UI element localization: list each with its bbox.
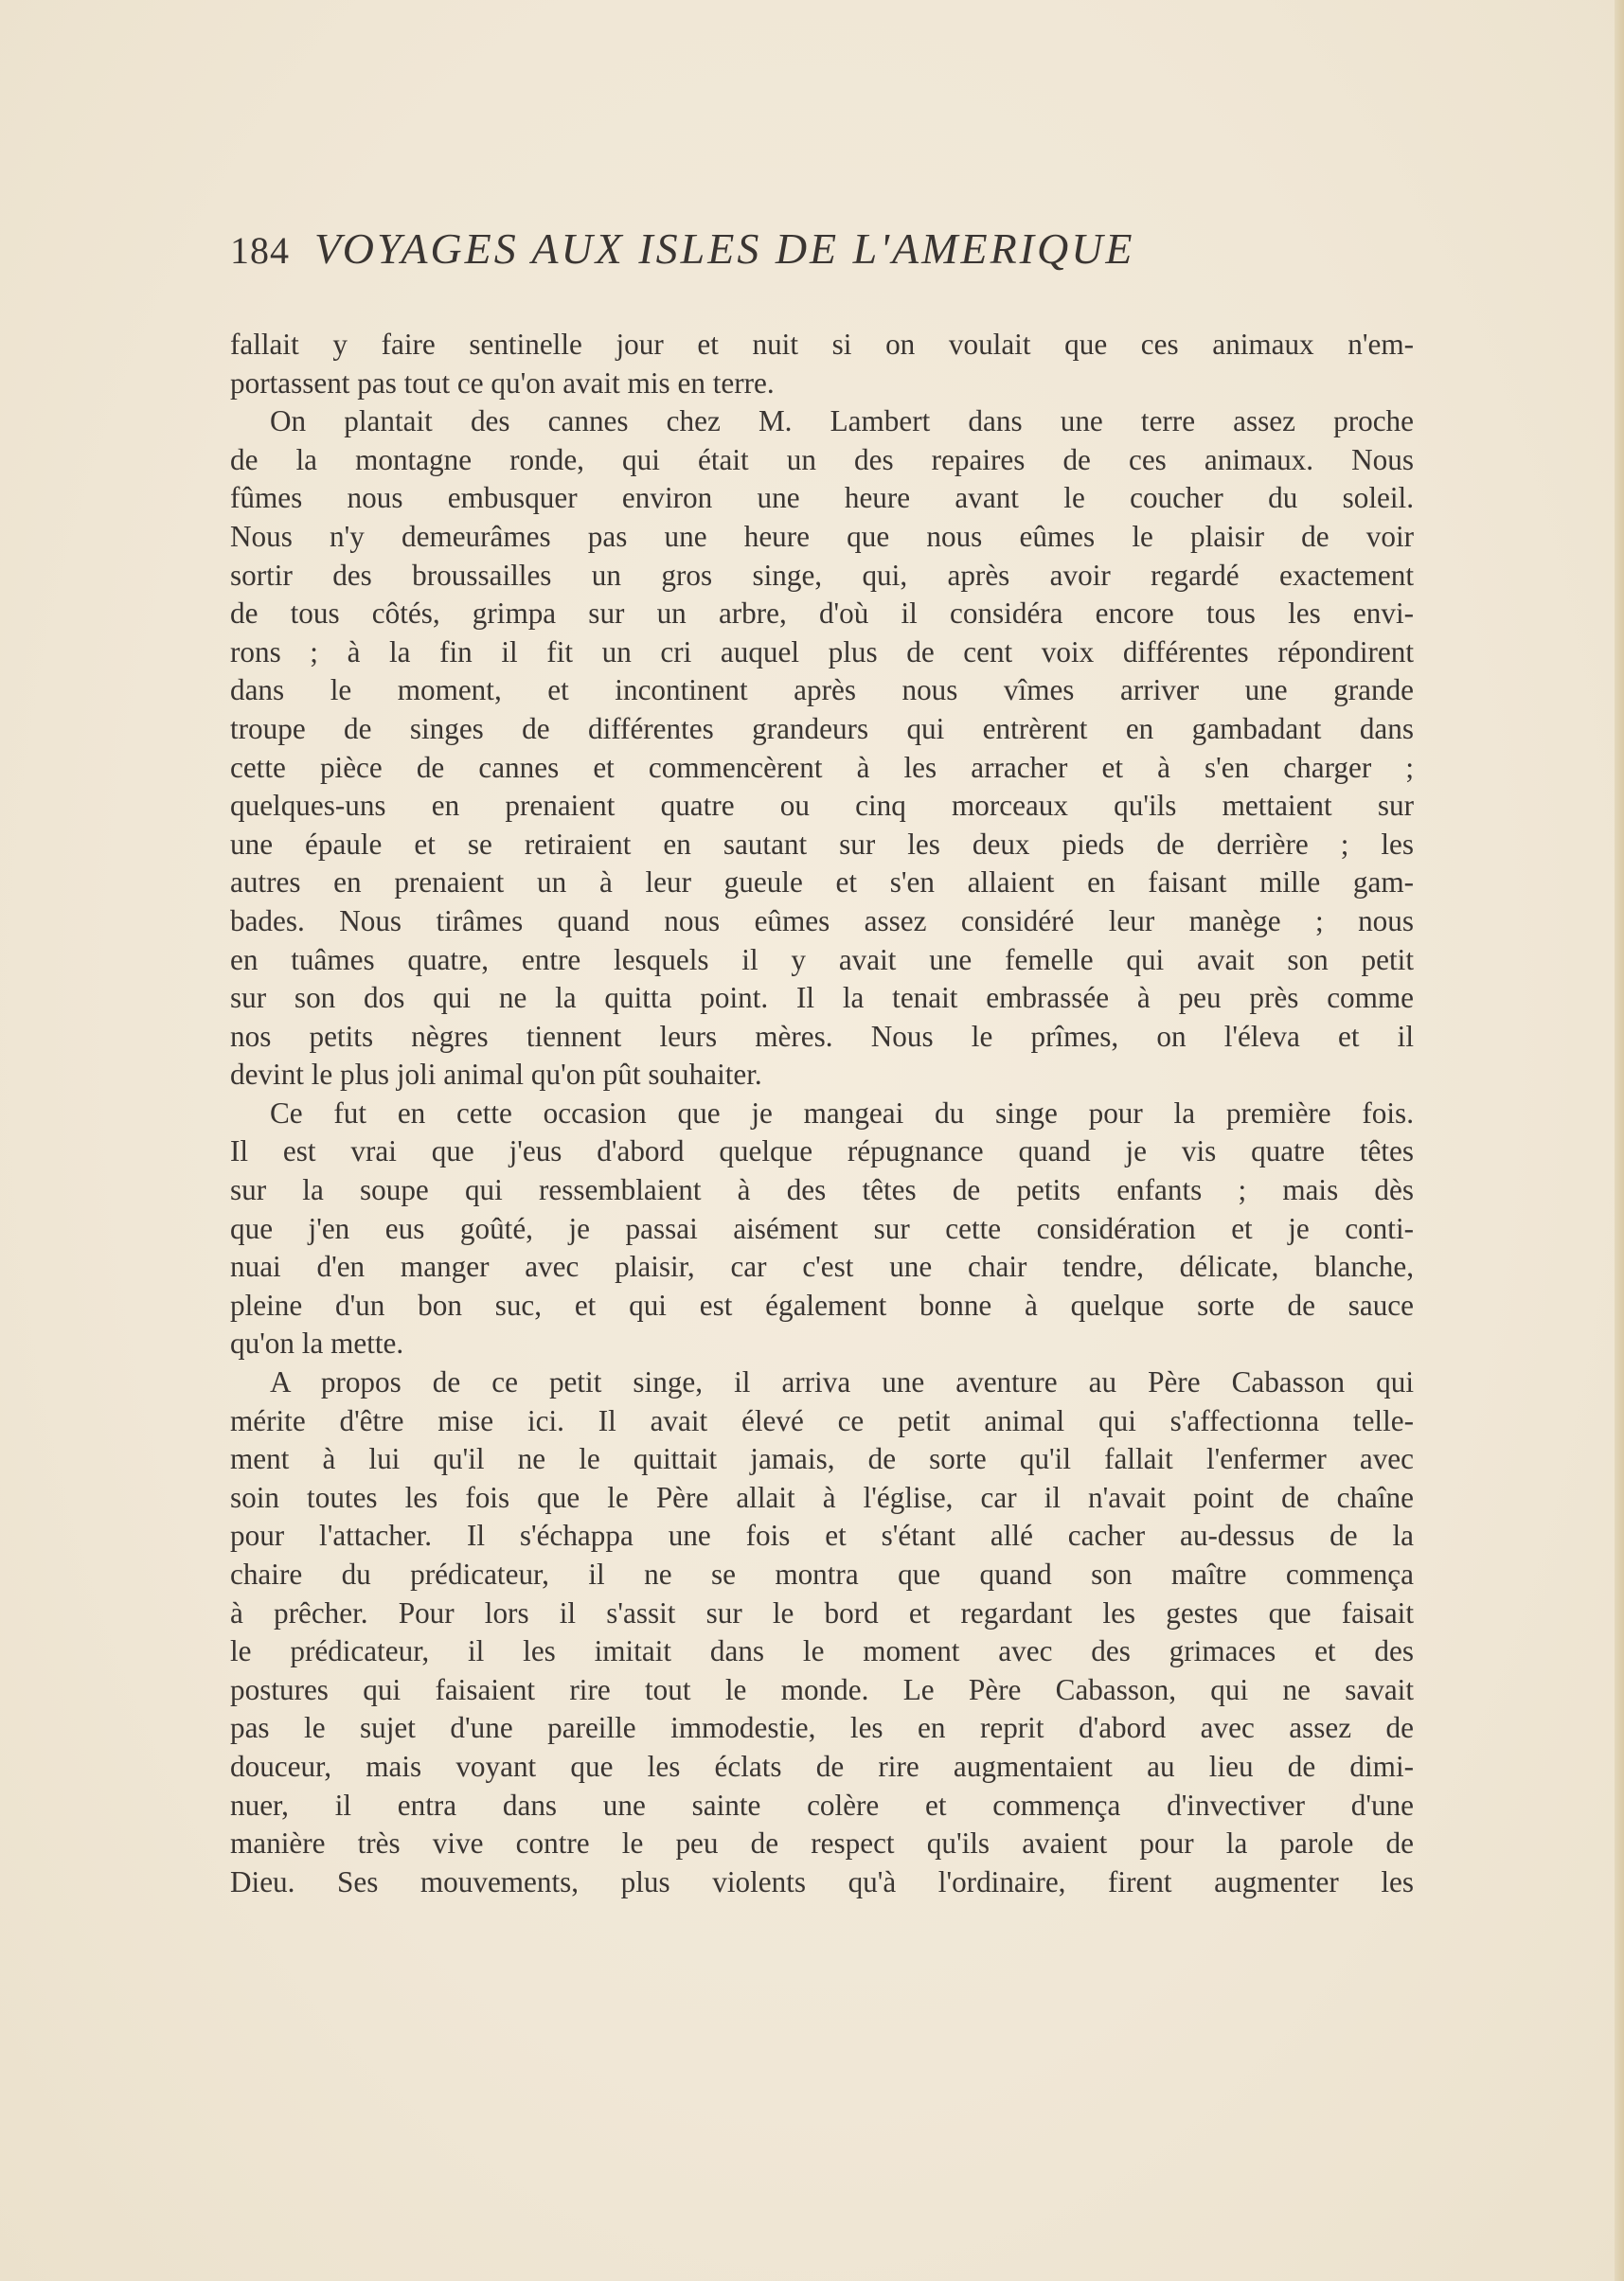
text-line: nos petits nègres tiennent leurs mères. Nous le prîmes, on l'éleva et il bbox=[230, 1019, 1414, 1053]
text-line: nuer, il entra dans une sainte colère et commença d'invectiver d'une bbox=[230, 1788, 1414, 1822]
text-line: Nous n'y demeurâmes pas une heure que nous eûmes le plaisir de voir bbox=[230, 519, 1414, 553]
text-line: soin toutes les fois que le Père allait à l'église, car il n'avait point de chaîne bbox=[230, 1480, 1414, 1514]
text-line: Il est vrai que j'eus d'abord quelque répugnance quand je vis quatre têtes bbox=[230, 1134, 1414, 1168]
text-line: A propos de ce petit singe, il arriva une aventure au Père Cabasson qui bbox=[270, 1365, 1414, 1399]
text-line: le prédicateur, il les imitait dans le moment avec des grimaces et des bbox=[230, 1634, 1414, 1668]
paragraph bbox=[230, 402, 1414, 1095]
text-line: pour l'attacher. Il s'échappa une fois et s'étant allé cacher au-dessus de la bbox=[230, 1519, 1414, 1553]
text-line: que j'en eus goûté, je passai aisément sur cette considération et je conti- bbox=[230, 1211, 1414, 1245]
text-line: qu'on la mette. bbox=[230, 1327, 404, 1361]
text-line: ment à lui qu'il ne le quittait jamais, de sorte qu'il fallait l'enfermer avec bbox=[230, 1442, 1414, 1476]
paragraph bbox=[230, 1363, 1414, 1901]
text-line: postures qui faisaient rire tout le monde. Le Père Cabasson, qui ne savait bbox=[230, 1672, 1414, 1706]
body-text bbox=[230, 326, 1414, 1901]
text-line: autres en prenaient un à leur gueule et s'en allaient en faisant mille gam- bbox=[230, 865, 1414, 900]
text-line: mérite d'être mise ici. Il avait élevé ce petit animal qui s'affectionna telle- bbox=[230, 1403, 1414, 1437]
running-title: VOYAGES AUX ISLES DE L'AMERIQUE bbox=[314, 224, 1135, 273]
page-header bbox=[230, 223, 1414, 290]
text-line: sur son dos qui ne la quitta point. Il la tenait embrassée à peu près comme bbox=[230, 981, 1414, 1015]
text-line: fûmes nous embusquer environ une heure avant le coucher du soleil. bbox=[230, 481, 1414, 515]
text-line: On plantait des cannes chez M. Lambert dans une terre assez proche bbox=[270, 404, 1414, 438]
text-line: pas le sujet d'une pareille immodestie, les en reprit d'abord avec assez de bbox=[230, 1711, 1414, 1745]
page-edge bbox=[1615, 0, 1624, 2281]
text-line: bades. Nous tirâmes quand nous eûmes assez considéré leur manège ; nous bbox=[230, 903, 1414, 937]
text-line: de la montagne ronde, qui était un des repaires de ces animaux. Nous bbox=[230, 442, 1414, 476]
text-line: chaire du prédicateur, il ne se montra que quand son maître commença bbox=[230, 1558, 1414, 1591]
paragraph bbox=[230, 1095, 1414, 1363]
paragraph bbox=[230, 326, 1414, 402]
page-number: 184 bbox=[230, 229, 290, 272]
text-line: devint le plus joli animal qu'on pût souhaiter. bbox=[230, 1058, 762, 1092]
text-line: nuai d'en manger avec plaisir, car c'est une chair tendre, délicate, blanche, bbox=[230, 1250, 1414, 1284]
text-line: de tous côtés, grimpa sur un arbre, d'où il considéra encore tous les envi- bbox=[230, 597, 1414, 631]
text-line: cette pièce de cannes et commencèrent à les arracher et à s'en charger ; bbox=[230, 750, 1414, 784]
text-line: Ce fut en cette occasion que je mangeai du singe pour la première fois. bbox=[270, 1096, 1414, 1130]
text-line: quelques-uns en prenaient quatre ou cinq morceaux qu'ils mettaient sur bbox=[230, 789, 1414, 823]
text-line: Dieu. Ses mouvements, plus violents qu'à l'ordinaire, firent augmenter les bbox=[230, 1864, 1414, 1898]
text-line: rons ; à la fin il fit un cri auquel plus de cent voix différentes répondirent bbox=[230, 634, 1414, 668]
text-line: troupe de singes de différentes grandeurs qui entrèrent en gambadant dans bbox=[230, 711, 1414, 745]
text-line: sortir des broussailles un gros singe, qui, après avoir regardé exactement bbox=[230, 558, 1414, 592]
text-line: sur la soupe qui ressemblaient à des têtes de petits enfants ; mais dès bbox=[230, 1173, 1414, 1207]
text-line: douceur, mais voyant que les éclats de rire augmentaient au lieu de dimi- bbox=[230, 1749, 1414, 1783]
text-line: à prêcher. Pour lors il s'assit sur le bord et regardant les gestes que faisait bbox=[230, 1595, 1414, 1630]
text-line: manière très vive contre le peu de respect qu'ils avaient pour la parole de bbox=[230, 1827, 1414, 1861]
text-line: pleine d'un bon suc, et qui est également bonne à quelque sorte de sauce bbox=[230, 1288, 1414, 1322]
text-line: une épaule et se retiraient en sautant sur les deux pieds de derrière ; les bbox=[230, 827, 1414, 861]
text-line: dans le moment, et incontinent après nous vîmes arriver une grande bbox=[230, 673, 1414, 707]
text-line: portassent pas tout ce qu'on avait mis en terre. bbox=[230, 365, 775, 400]
text-line: en tuâmes quatre, entre lesquels il y avait une femelle qui avait son petit bbox=[230, 942, 1414, 976]
text-line: fallait y faire sentinelle jour et nuit si on voulait que ces animaux n'em- bbox=[230, 328, 1414, 361]
